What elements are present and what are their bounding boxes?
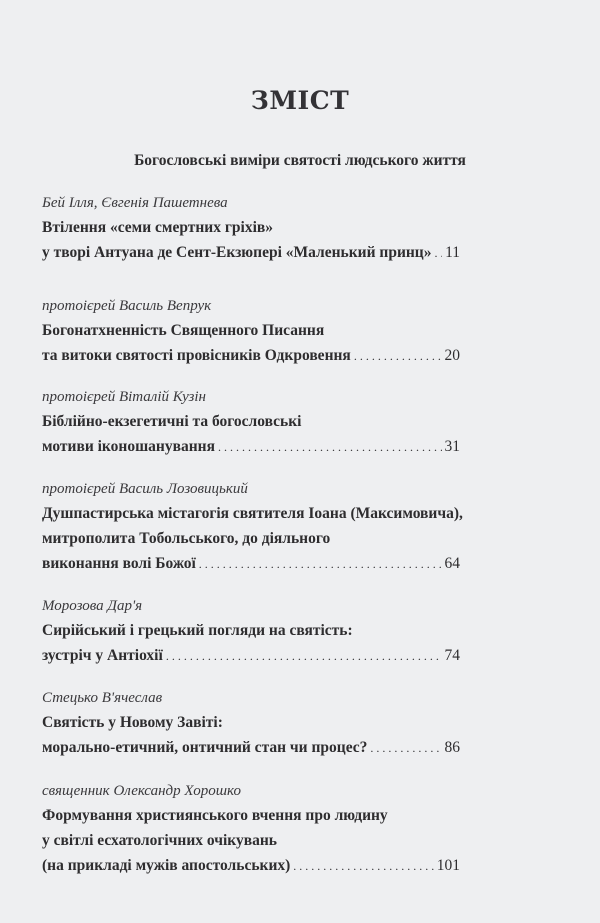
entry-title-line: Душпастирська містагогія святителя Іоана (Максимовича), [42, 505, 463, 522]
leader-dots [218, 434, 442, 460]
leader-dots [199, 551, 442, 577]
page-number: 74 [444, 647, 460, 664]
entry-title-line: у світлі есхатологічних очікувань [42, 832, 278, 849]
page-number: 20 [444, 347, 460, 364]
leader-dots [166, 643, 442, 669]
entry-title-line: Богонатхненність Священного Писання [42, 322, 325, 339]
toc-entry [42, 385, 462, 460]
entry-author: протоієрей Василь Вепрук [42, 298, 212, 314]
toc-entry [42, 477, 462, 577]
leader-dots [434, 240, 442, 266]
entry-title-line: Біблійно-екзегетичні та богословські [42, 413, 302, 430]
entry-title-line: Формування християнського вчення про людину [42, 807, 388, 824]
entry-author: Бей Ілля, Євгенія Пашетнева [42, 195, 228, 211]
page-number: 86 [444, 739, 460, 756]
entry-author: Стецько В'ячеслав [42, 690, 163, 706]
entry-title-last-line: виконання волі Божої . . . 64 [42, 551, 460, 577]
leader-dots [293, 853, 433, 879]
entry-title-last-line: у творі Антуана де Сент-Екзюпері «Маленький принц» . . . 11 [42, 240, 460, 266]
entry-title-last-line: мотиви іконошанування . . . 31 [42, 434, 460, 460]
entry-author: протоієрей Віталій Кузін [42, 389, 206, 405]
page-number: 101 [436, 857, 460, 874]
leader-dots [354, 343, 442, 369]
toc-entry [42, 191, 462, 266]
page-number: 11 [445, 244, 460, 261]
toc-entry [42, 779, 462, 879]
entry-author: священник Олександр Хорошко [42, 783, 241, 799]
entry-title-last-line: зустріч у Антіохії . . . 74 [42, 643, 460, 669]
entry-title-line: Святість у Новому Завіті: [42, 714, 223, 731]
toc-entry [42, 294, 462, 369]
page-number: 31 [444, 438, 460, 455]
toc-entry [42, 594, 462, 669]
entry-title-last-line: морально-етичний, онтичний стан чи процес? . . . 86 [42, 735, 460, 761]
section-heading: Богословські виміри святості людського життя [134, 152, 466, 169]
toc-entry [42, 686, 462, 761]
entry-title-line: Втілення «семи смертних гріхів» [42, 219, 273, 236]
entry-author: Морозова Дар'я [42, 598, 143, 614]
leader-dots [370, 735, 441, 761]
entry-author: протоієрей Василь Лозовицький [42, 481, 248, 497]
page-title: ЗМІСТ [250, 86, 350, 115]
entry-title-line: митрополита Тобольського, до діяльного [42, 530, 331, 547]
page-number: 64 [444, 555, 460, 572]
entry-title-last-line: (на прикладі мужів апостольських) . . . 101 [42, 853, 460, 879]
entry-title-line: Сирійський і грецький погляди на святість: [42, 622, 353, 639]
entry-title-last-line: та витоки святості провісників Одкровення . . . 20 [42, 343, 460, 369]
